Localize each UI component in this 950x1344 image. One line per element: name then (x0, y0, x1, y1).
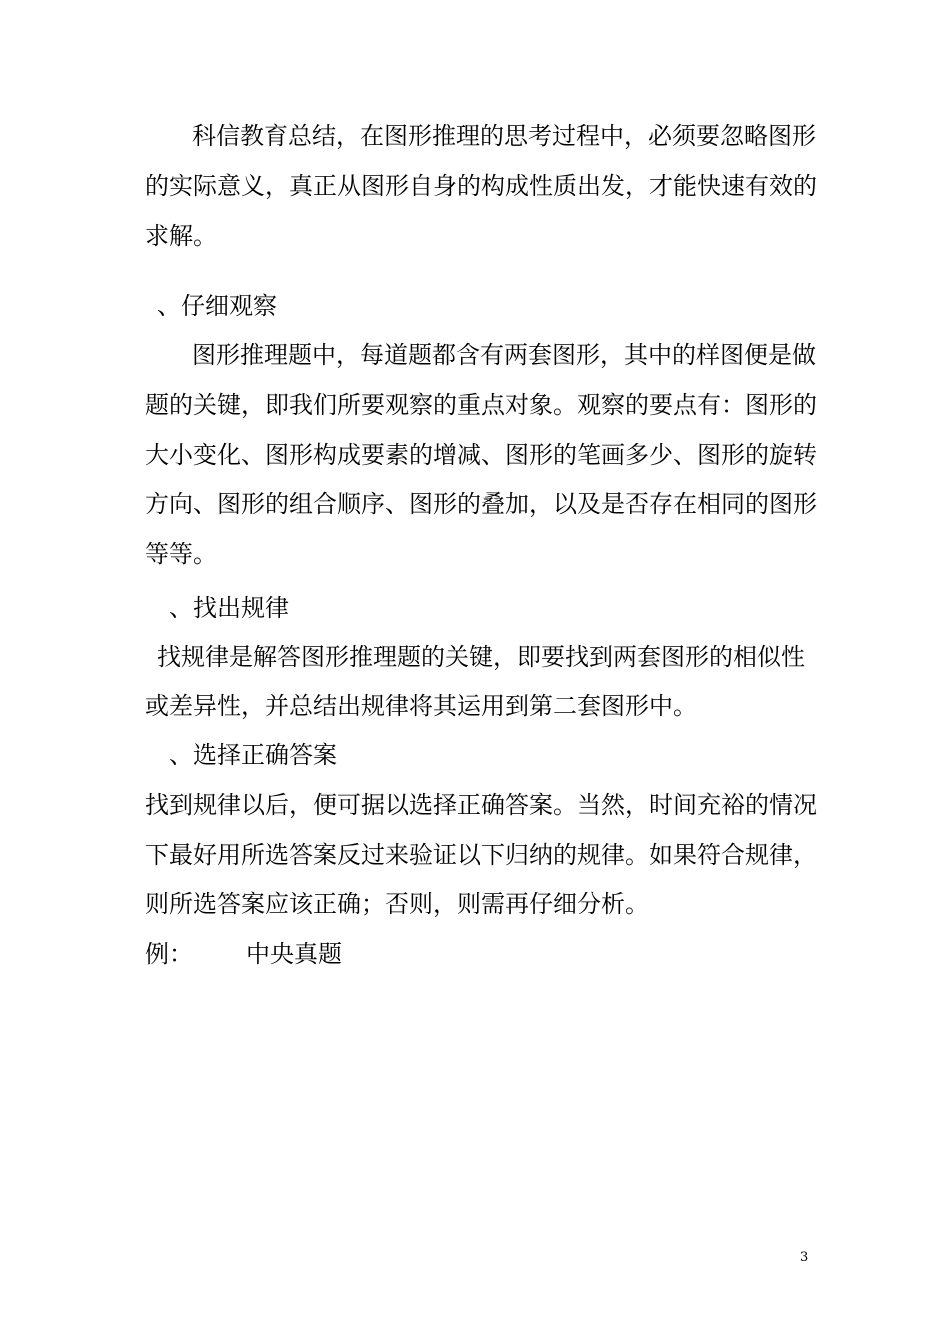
observe-line-1: 图形推理题中，每道题都含有两套图形，其中的样图便是做 (192, 341, 816, 369)
choose-answer-line-2: 下最好用所选答案反过来验证以下归纳的规律。如果符合规律， (145, 841, 817, 869)
choose-answer-line-3: 则所选答案应该正确；否则，则需再仔细分析。 (145, 890, 649, 918)
intro-line-1: 科信教育总结，在图形推理的思考过程中，必须要忽略图形 (192, 122, 816, 150)
section-heading-choose-answer: 、选择正确答案 (169, 741, 337, 769)
observe-line-4: 方向、图形的组合顺序、图形的叠加，以及是否存在相同的图形 (145, 490, 817, 518)
page-number: 3 (800, 1250, 809, 1265)
example-label: 例： (145, 940, 193, 968)
section-heading-observe: 、仔细观察 (157, 292, 277, 320)
intro-line-2: 的实际意义，真正从图形自身的构成性质出发，才能快速有效的 (145, 172, 817, 200)
intro-line-3: 求解。 (145, 222, 217, 250)
section-heading-find-rules: 、找出规律 (169, 594, 289, 622)
observe-line-3: 大小变化、图形构成要素的增减、图形的笔画多少、图形的旋转 (145, 441, 817, 469)
find-rules-line-1: 找规律是解答图形推理题的关键，即要找到两套图形的相似性 (157, 643, 805, 671)
find-rules-line-2: 或差异性，并总结出规律将其运用到第二套图形中。 (145, 692, 697, 720)
observe-line-5: 等等。 (145, 540, 217, 568)
choose-answer-line-1: 找到规律以后，便可据以选择正确答案。当然，时间充裕的情况 (145, 791, 817, 819)
observe-line-2: 题的关键，即我们所要观察的重点对象。观察的要点有：图形的 (145, 391, 817, 419)
example-title: 中央真题 (246, 940, 342, 968)
